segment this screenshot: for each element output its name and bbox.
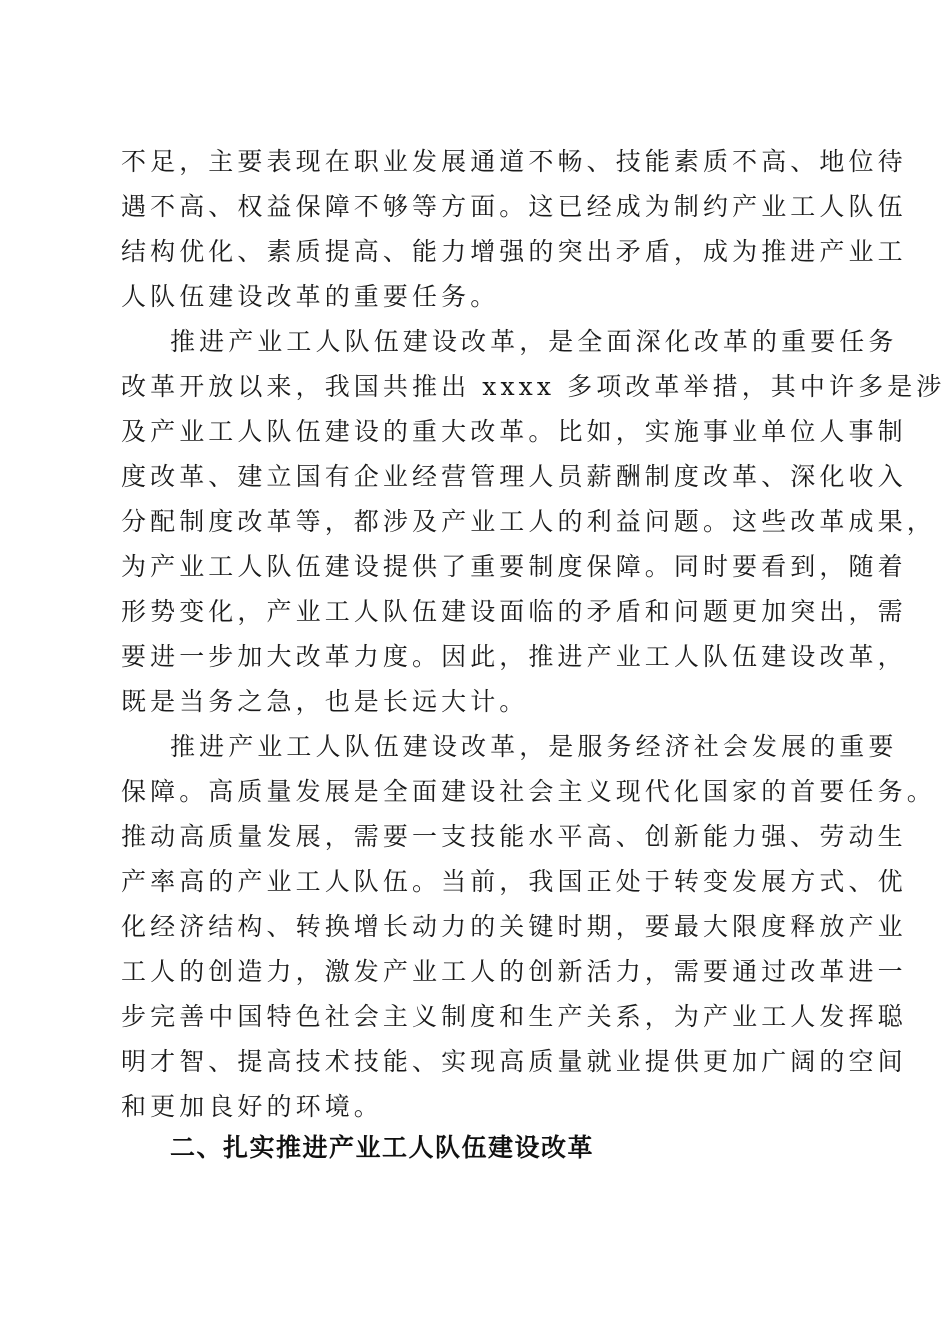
paragraph-line: 产率高的产业工人队伍。当前，我国正处于转变发展方式、优 (121, 867, 907, 896)
paragraph-line: 既是当务之急，也是长远大计。 (121, 687, 529, 716)
paragraph-line: 推进产业工人队伍建设改革，是全面深化改革的重要任务 (170, 327, 898, 356)
paragraph-line: 度改革、建立国有企业经营管理人员薪酬制度改革、深化收入 (121, 462, 907, 491)
section-heading: 二、扎实推进产业工人队伍建设改革 (170, 1133, 595, 1162)
paragraph-line: 和更加良好的环境。 (121, 1092, 383, 1121)
paragraph-line: 保障。高质量发展是全面建设社会主义现代化国家的首要任务。 (121, 777, 936, 806)
paragraph-line: 改革开放以来，我国共推出 xxxx 多项改革举措，其中许多是涉 (121, 372, 946, 401)
paragraph-line: 步完善中国特色社会主义制度和生产关系，为产业工人发挥聪 (121, 1002, 907, 1031)
paragraph-line: 人队伍建设改革的重要任务。 (121, 282, 500, 311)
paragraph-line: 推动高质量发展，需要一支技能水平高、创新能力强、劳动生 (121, 822, 907, 851)
paragraph-line: 不足，主要表现在职业发展通道不畅、技能素质不高、地位待 (121, 147, 907, 176)
paragraph-line: 遇不高、权益保障不够等方面。这已经成为制约产业工人队伍 (121, 192, 907, 221)
paragraph-line: 推进产业工人队伍建设改革，是服务经济社会发展的重要 (170, 732, 898, 761)
paragraph-line: 要进一步加大改革力度。因此，推进产业工人队伍建设改革， (121, 642, 907, 671)
paragraph-line: 工人的创造力，激发产业工人的创新活力，需要通过改革进一 (121, 957, 907, 986)
paragraph-line: 为产业工人队伍建设提供了重要制度保障。同时要看到，随着 (121, 552, 907, 581)
paragraph-line: 及产业工人队伍建设的重大改革。比如，实施事业单位人事制 (121, 417, 907, 446)
paragraph-line: 明才智、提高技术技能、实现高质量就业提供更加广阔的空间 (121, 1047, 907, 1076)
paragraph-line: 结构优化、素质提高、能力增强的突出矛盾，成为推进产业工 (121, 237, 907, 266)
paragraph-line: 形势变化，产业工人队伍建设面临的矛盾和问题更加突出，需 (121, 597, 907, 626)
paragraph-line: 分配制度改革等，都涉及产业工人的利益问题。这些改革成果， (121, 507, 936, 536)
paragraph-line: 化经济结构、转换增长动力的关键时期，要最大限度释放产业 (121, 912, 907, 941)
